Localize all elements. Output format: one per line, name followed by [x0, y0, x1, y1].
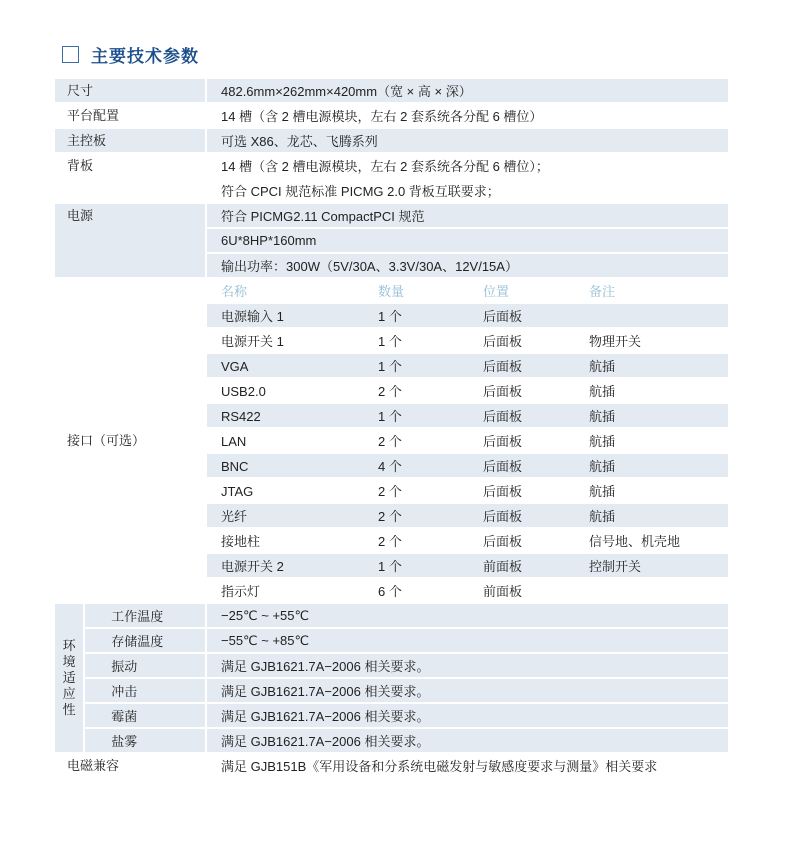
- interface-field: LAN: [221, 434, 247, 449]
- interface-field: 航插: [589, 459, 616, 474]
- table-row: [55, 754, 728, 777]
- interface-field: 航插: [589, 509, 616, 524]
- table-row: 6U*8HP*160mm: [55, 229, 728, 252]
- interface-field: 后面板: [483, 409, 523, 424]
- interface-field: 物理开关: [589, 334, 642, 349]
- env-row: [55, 604, 728, 627]
- emc-value: 满足 GJB151B《军用设备和分系统电磁发射与敏感度要求与测量》相关要求: [221, 759, 658, 774]
- interface-field: 2 个: [378, 509, 402, 524]
- interface-field: 航插: [589, 434, 616, 449]
- env-row: [55, 654, 728, 677]
- env-item-label: 冲击: [85, 679, 205, 702]
- env-item-label: 霉菌: [85, 704, 205, 727]
- env-row: [55, 629, 728, 652]
- interface-field: 光纤: [221, 509, 248, 524]
- env-item-value: 满足 GJB1621.7A−2006 相关要求。: [207, 704, 728, 727]
- interface-field: 后面板: [483, 459, 523, 474]
- table-row: 输出功率：300W（5V/30A、3.3V/30A、12V/15A）: [55, 254, 728, 277]
- table-row: 平台配置 14 槽（含 2 槽电源模块，左右 2 套系统各分配 6 槽位）: [67, 108, 543, 124]
- env-label-cell: [55, 604, 83, 752]
- interface-cell: [207, 479, 728, 502]
- env-item-value: 满足 GJB1621.7A−2006 相关要求。: [207, 654, 728, 677]
- env-item-label: 工作温度: [85, 604, 205, 627]
- spec-table: [53, 77, 730, 779]
- interface-field: 电源输入 1: [221, 309, 284, 324]
- interface-field: 2 个: [378, 434, 402, 449]
- interface-field: 后面板: [483, 484, 523, 499]
- env-item-label: 盐雾: [85, 729, 205, 752]
- interface-field: 指示灯: [221, 584, 261, 599]
- interface-field: 后面板: [483, 534, 523, 549]
- table-row: 背板 14 槽（含 2 槽电源模块，左右 2 套系统各分配 6 槽位）；: [67, 158, 549, 174]
- interface-field: 前面板: [483, 584, 523, 599]
- section-title: 主要技术参数: [62, 42, 199, 67]
- interface-cell: [207, 454, 728, 477]
- interface-field: 信号地、机壳地: [589, 534, 681, 549]
- interface-field: 1 个: [378, 309, 402, 324]
- interface-field: 接地柱: [221, 534, 261, 549]
- interface-cell: [207, 404, 728, 427]
- emc-label: 电磁兼容: [67, 758, 120, 773]
- interface-field: 1 个: [378, 334, 402, 349]
- interface-cell: [207, 579, 728, 602]
- interface-field: 2 个: [378, 484, 402, 499]
- interface-field: 2 个: [378, 384, 402, 399]
- interface-header: 名称 数量 位置 备注: [221, 284, 616, 299]
- interface-field: 航插: [589, 484, 616, 499]
- table-row: 主控板 可选 X86、龙芯、飞腾系列: [55, 129, 728, 152]
- env-item-label: 振动: [85, 654, 205, 677]
- env-row: [55, 704, 728, 727]
- interface-field: 航插: [589, 384, 616, 399]
- env-row: [55, 729, 728, 752]
- table-row: 符合 CPCI 规范标准 PICMG 2.0 背板互联要求；: [221, 184, 500, 199]
- env-item-value: −55℃ ~ +85℃: [207, 629, 728, 652]
- interface-field: 电源开关 2: [221, 559, 284, 574]
- interface-cell: [207, 429, 728, 452]
- env-item-value: −25℃ ~ +55℃: [207, 604, 728, 627]
- interface-field: 航插: [589, 409, 616, 424]
- interface-field: 航插: [589, 359, 616, 374]
- interface-field: BNC: [221, 459, 249, 474]
- interface-field: 后面板: [483, 309, 523, 324]
- interface-cell: [207, 329, 728, 352]
- interface-cell: [207, 304, 728, 327]
- env-item-value: 满足 GJB1621.7A−2006 相关要求。: [207, 679, 728, 702]
- table-row: 接口（可选） 名称 数量 位置 备注: [55, 279, 728, 302]
- interface-field: 后面板: [483, 359, 523, 374]
- interface-field: 1 个: [378, 409, 402, 424]
- interface-field: 4 个: [378, 459, 402, 474]
- interface-field: 后面板: [483, 384, 523, 399]
- env-item-label: 存储温度: [85, 629, 205, 652]
- env-item-value: 满足 GJB1621.7A−2006 相关要求。: [207, 729, 728, 752]
- interface-field: 1 个: [378, 559, 402, 574]
- interface-cell: [207, 354, 728, 377]
- interface-field: 6 个: [378, 584, 402, 599]
- interface-cell: [207, 379, 728, 402]
- table-row: 尺寸 482.6mm×262mm×420mm（宽 × 高 × 深）: [55, 79, 728, 102]
- interface-field: 电源开关 1: [221, 334, 284, 349]
- interface-field: 后面板: [483, 434, 523, 449]
- interface-field: USB2.0: [221, 384, 266, 399]
- interface-field: VGA: [221, 359, 249, 374]
- square-icon: [62, 46, 79, 63]
- interface-field: JTAG: [221, 484, 254, 499]
- interface-field: 前面板: [483, 559, 523, 574]
- interface-cell: [207, 554, 728, 577]
- env-row: [55, 679, 728, 702]
- table-row: 电源 符合 PICMG2.11 CompactPCI 规范: [55, 204, 728, 227]
- interface-field: 后面板: [483, 509, 523, 524]
- interface-cell: [207, 529, 728, 552]
- interface-field: 后面板: [483, 334, 523, 349]
- interface-field: RS422: [221, 409, 261, 424]
- interface-field: 控制开关: [589, 559, 642, 574]
- interface-field: 1 个: [378, 359, 402, 374]
- interface-field: 2 个: [378, 534, 402, 549]
- env-label: 环境适应性: [62, 638, 76, 717]
- interface-cell: [207, 504, 728, 527]
